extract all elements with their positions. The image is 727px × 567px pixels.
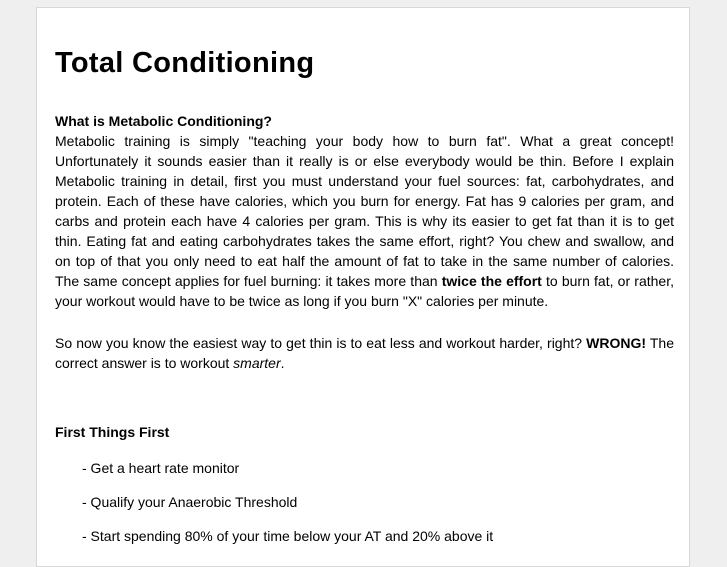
page-title: Total Conditioning [55, 47, 315, 79]
emphasis-wrong: WRONG! [586, 335, 647, 351]
metabolic-paragraph [55, 131, 674, 311]
list-item: - Get a heart rate monitor [82, 460, 240, 476]
paragraph-text: The correct answer is to workout [55, 335, 674, 371]
paragraph-text: to burn fat, or rather, your workout would have to be twice as long if you burn "X" calories per minute. [55, 273, 674, 309]
paragraph-text: . [280, 355, 285, 371]
section-metabolic-conditioning [55, 111, 674, 311]
steps-list [55, 458, 674, 546]
emphasis-smarter: smarter [233, 355, 281, 371]
section-workout-smarter [55, 333, 674, 373]
paragraph-text: Metabolic training is simply "teaching your body how to burn fat". What a great concept! Unfortunately it sounds easier than it really is or else everybody would be thin. Before I explain Metabolic training in detail, first you must understand your fuel sources: fat, carbohydrates, and protein. Each of these have calories, which you burn for energy. Fat has 9 calories per gram, and carbs and protein each have 4 calories per gram. This is why its easier to get fat than it is to get thin. Eating fat and eating carbohydrates takes the same effort, right? You chew and swallow, and on top of that you only need to eat half the amount of fat to take in the same number of calories. The same concept applies for fuel burning: it takes more than [55, 133, 674, 289]
content-page [36, 7, 690, 567]
section-heading-first-things: First Things First [55, 424, 170, 440]
section-heading-metabolic: What is Metabolic Conditioning? [55, 113, 272, 129]
list-item: - Start spending 80% of your time below your AT and 20% above it [82, 528, 494, 544]
list-item: - Qualify your Anaerobic Threshold [82, 494, 298, 510]
smarter-paragraph [55, 333, 674, 373]
section-first-things-first [55, 422, 674, 546]
emphasis-twice-the-effort: twice the effort [441, 273, 542, 289]
paragraph-text: So now you know the easiest way to get thin is to eat less and workout harder, right? [55, 335, 587, 351]
